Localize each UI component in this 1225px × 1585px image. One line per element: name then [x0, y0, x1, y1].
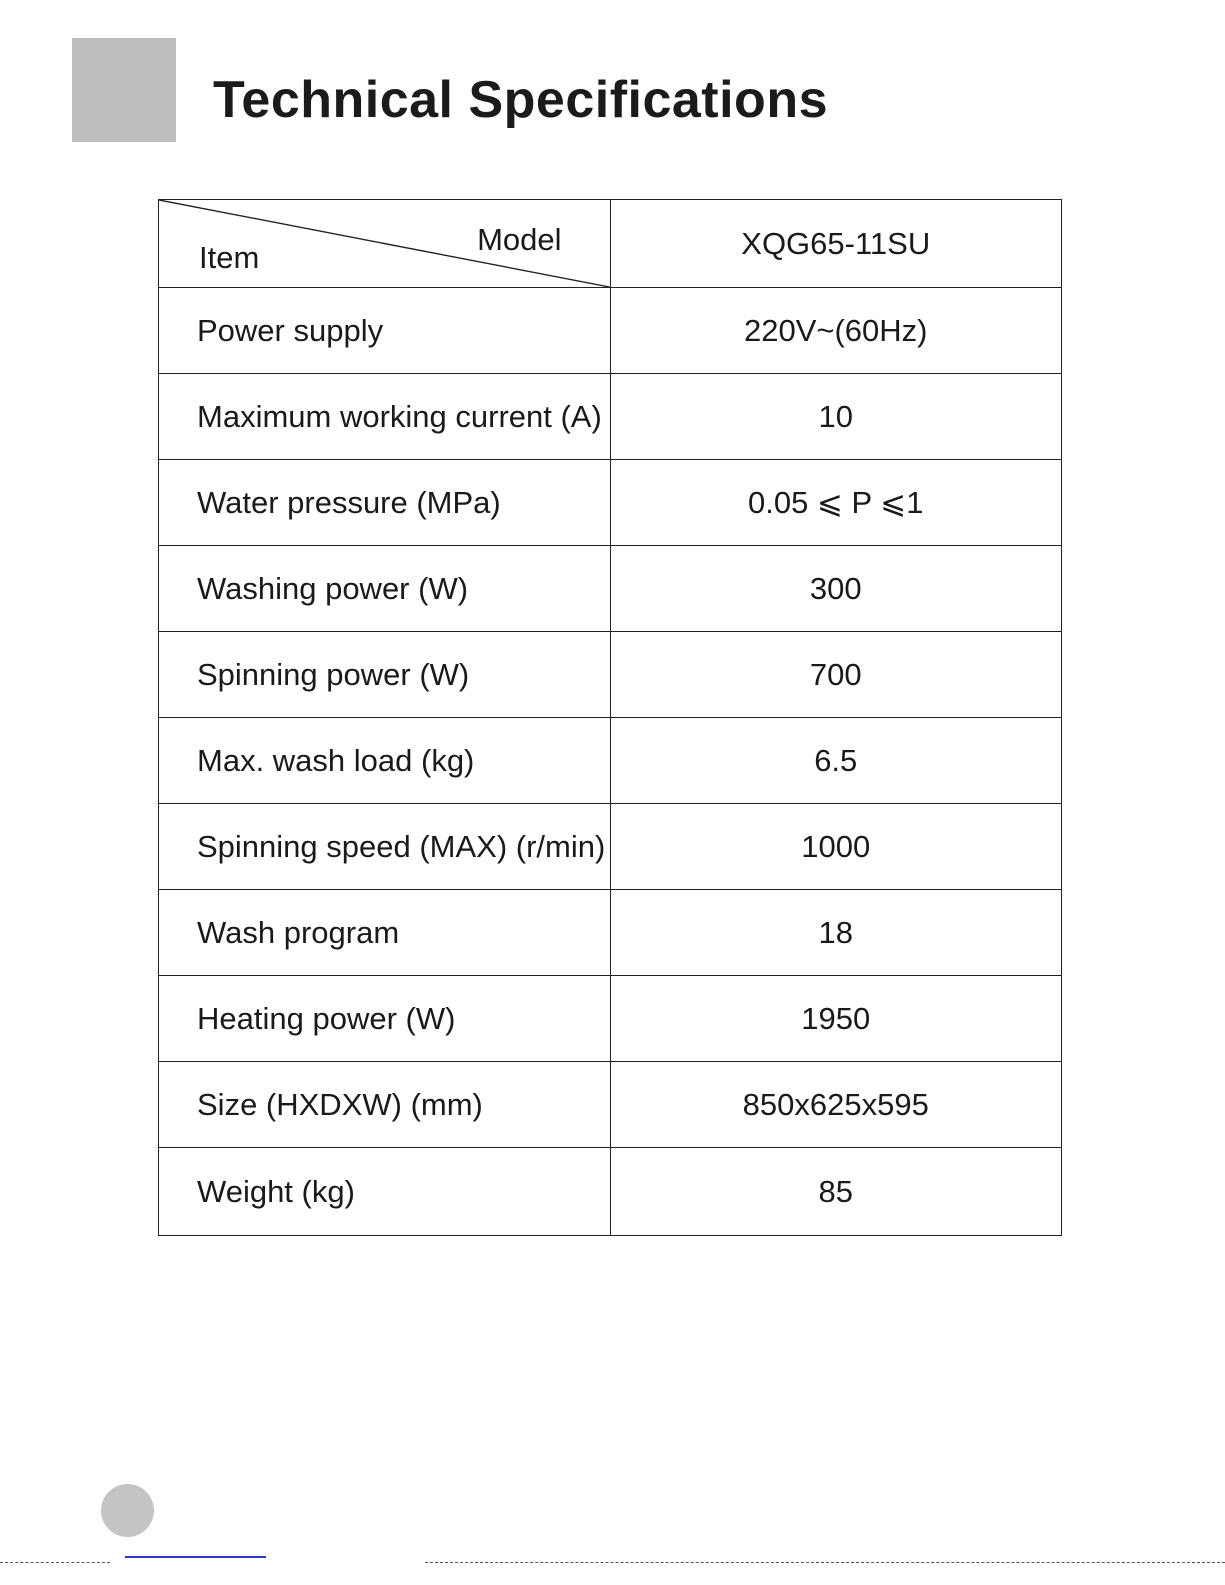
row-label: Washing power (W) — [159, 546, 611, 632]
spec-table — [158, 199, 1062, 1236]
row-value: 6.5 — [610, 718, 1062, 804]
row-label: Spinning speed (MAX) (r/min) — [159, 804, 611, 890]
table-row — [159, 1062, 1062, 1148]
row-value: 1000 — [610, 804, 1062, 890]
corner-block — [72, 38, 176, 142]
table-row — [159, 288, 1062, 374]
row-label: Weight (kg) — [159, 1148, 611, 1236]
table-row — [159, 1148, 1062, 1236]
table-row — [159, 804, 1062, 890]
page-number-circle — [101, 1484, 154, 1537]
row-label: Maximum working current (A) — [159, 374, 611, 460]
header-item-label: Item — [199, 240, 260, 275]
row-value: 850x625x595 — [610, 1062, 1062, 1148]
table-row — [159, 460, 1062, 546]
page-title: Technical Specifications — [213, 71, 829, 129]
table-row — [159, 374, 1062, 460]
table-body — [159, 288, 1062, 1236]
table-header-row — [159, 200, 1062, 288]
header-model-value — [610, 200, 1062, 288]
table-row — [159, 718, 1062, 804]
table-row — [159, 546, 1062, 632]
table-row — [159, 976, 1062, 1062]
table-row — [159, 632, 1062, 718]
row-label: Max. wash load (kg) — [159, 718, 611, 804]
blue-rule — [125, 1556, 266, 1558]
row-label: Heating power (W) — [159, 976, 611, 1062]
row-value: 18 — [610, 890, 1062, 976]
row-value: 10 — [610, 374, 1062, 460]
row-value: 220V~(60Hz) — [610, 288, 1062, 374]
row-value: 300 — [610, 546, 1062, 632]
row-value: 700 — [610, 632, 1062, 718]
row-label: Water pressure (MPa) — [159, 460, 611, 546]
row-label: Spinning power (W) — [159, 632, 611, 718]
header-model-label: Model — [477, 222, 562, 257]
row-value: 0.05 ⩽ P ⩽1 — [610, 460, 1062, 546]
model-value-text: XQG65-11SU — [741, 225, 931, 261]
row-value: 1950 — [610, 976, 1062, 1062]
header-diagonal-cell — [159, 200, 611, 288]
row-label: Power supply — [159, 288, 611, 374]
row-label: Wash program — [159, 890, 611, 976]
bottom-rule-left — [0, 1562, 110, 1564]
bottom-rule-right — [425, 1562, 1225, 1564]
row-label: Size (HXDXW) (mm) — [159, 1062, 611, 1148]
row-value: 85 — [610, 1148, 1062, 1236]
table-row — [159, 890, 1062, 976]
